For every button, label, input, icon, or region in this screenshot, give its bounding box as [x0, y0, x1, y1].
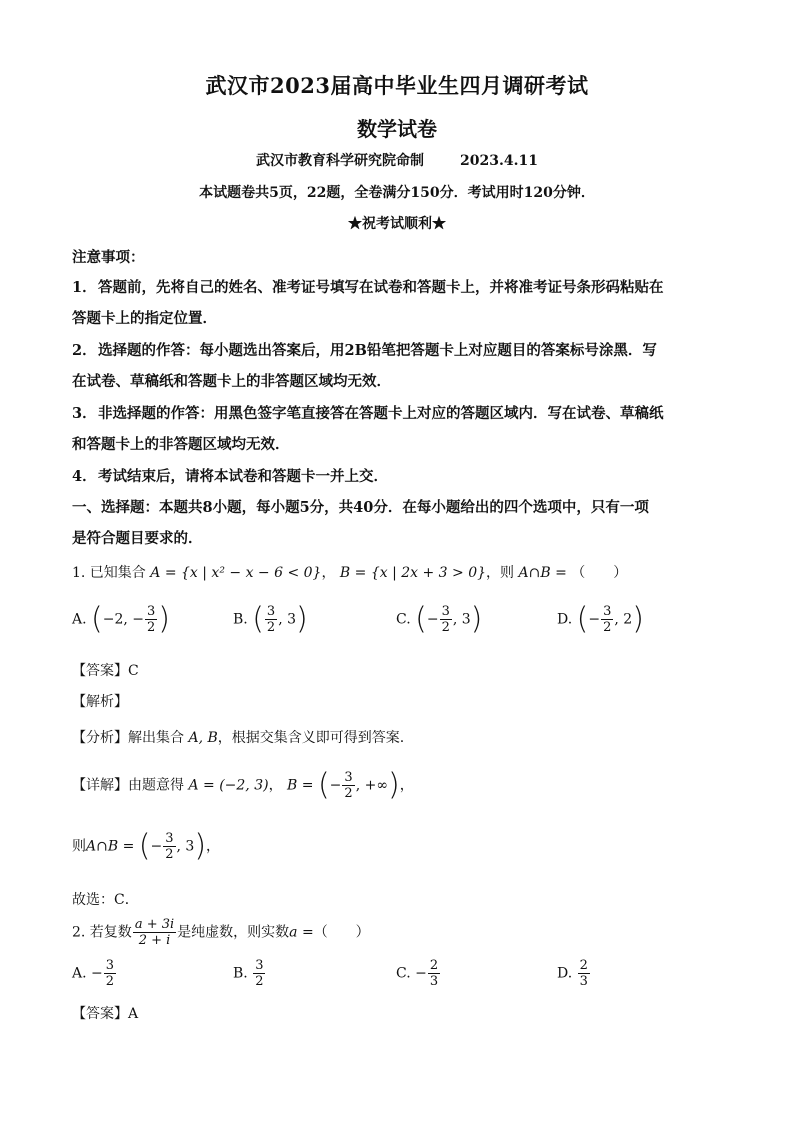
author: 武汉市教育科学研究院命制: [256, 153, 425, 169]
page-title: 武汉市2023届高中毕业生四月调研考试: [205, 73, 589, 98]
q1-then: 则A∩B = (− $\frac{3}{2}$ , 3)，: [72, 828, 221, 864]
q1-option-d: D. (− $\frac{3}{2}$ , 2): [557, 601, 644, 637]
note-2-line2: 在试卷、草稿纸和答题卡上的非答题区域均无效．: [72, 373, 391, 390]
note-2-line1: 2．选择题的作答：每小题选出答案后，用2B铅笔把答题卡上对应题目的答案标号涂黑．写: [72, 342, 657, 359]
note-3-line1: 3．非选择题的作答：用黑色签字笔直接答在答题卡上对应的答题区域内．写在试卷、草稿纸: [72, 405, 664, 422]
section1-line1: 一、选择题：本题共8小题，每小题5分，共40分．在每小题给出的四个选项中，只有一项: [72, 499, 649, 516]
notes-heading: 注意事项：: [72, 249, 145, 266]
set-a: A = {x | x² − x − 6 < 0}: [150, 565, 322, 581]
q1-analysis-tag: 【解析】: [72, 694, 128, 710]
q1-choose: 故选：C．: [72, 892, 139, 908]
q2-option-c: C. − $\frac{2}{3}$: [396, 958, 439, 989]
q2-option-b: B. $\frac{3}{2}$: [233, 958, 264, 989]
note-3-line2: 和答题卡上的非答题区域均无效．: [72, 436, 290, 453]
author-date-line: [0, 150, 794, 170]
question-1: 1. 已知集合 A = {x | x² − x − 6 < 0}， B = {x | 2x + 3 > 0}，则 A∩B = （ ）: [72, 565, 628, 581]
page-subtitle: 数学试卷: [357, 117, 437, 141]
q2-answer: 【答案】A: [72, 1006, 139, 1022]
q2-option-d: D. $\frac{2}{3}$: [557, 958, 588, 989]
q1-option-a: A. (−2, − $\frac{3}{2}$ ): [72, 601, 171, 637]
exam-date: 2023.4.11: [460, 153, 538, 169]
q1-detail: 【详解】由题意得 A = (−2, 3)， B = (− $\frac{3}{2}$ , +∞)，: [72, 767, 414, 803]
question-2: 2. 若复数 $\frac{a + 3i}{2 + i}$ 是纯虚数，则实数a =（ ）: [72, 917, 370, 948]
q1-answer: 【答案】C: [72, 663, 139, 679]
note-1-line2: 答题卡上的指定位置．: [72, 310, 217, 327]
q1-option-b: B. ( $\frac{3}{2}$ , 3): [233, 601, 308, 637]
exam-info: 本试题卷共5页，22题，全卷满分150分．考试用时120分钟．: [199, 185, 595, 201]
good-luck-line: ★祝考试顺利★: [348, 216, 446, 232]
q1-fenxi: 【分析】解出集合 A, B，根据交集含义即可得到答案.: [72, 730, 405, 746]
section1-line2: 是符合题目要求的．: [72, 530, 203, 547]
note-4-line1: 4．考试结束后，请将本试卷和答题卡一并上交．: [72, 468, 388, 485]
set-b: B = {x | 2x + 3 > 0}: [339, 565, 487, 581]
q1-option-c: C. (− $\frac{3}{2}$ , 3): [396, 601, 483, 637]
note-1-line1: 1．答题前，先将自己的姓名、准考证号填写在试卷和答题卡上，并将准考证号条形码粘贴在: [72, 279, 664, 296]
q2-option-a: A. − $\frac{3}{2}$: [72, 958, 115, 989]
